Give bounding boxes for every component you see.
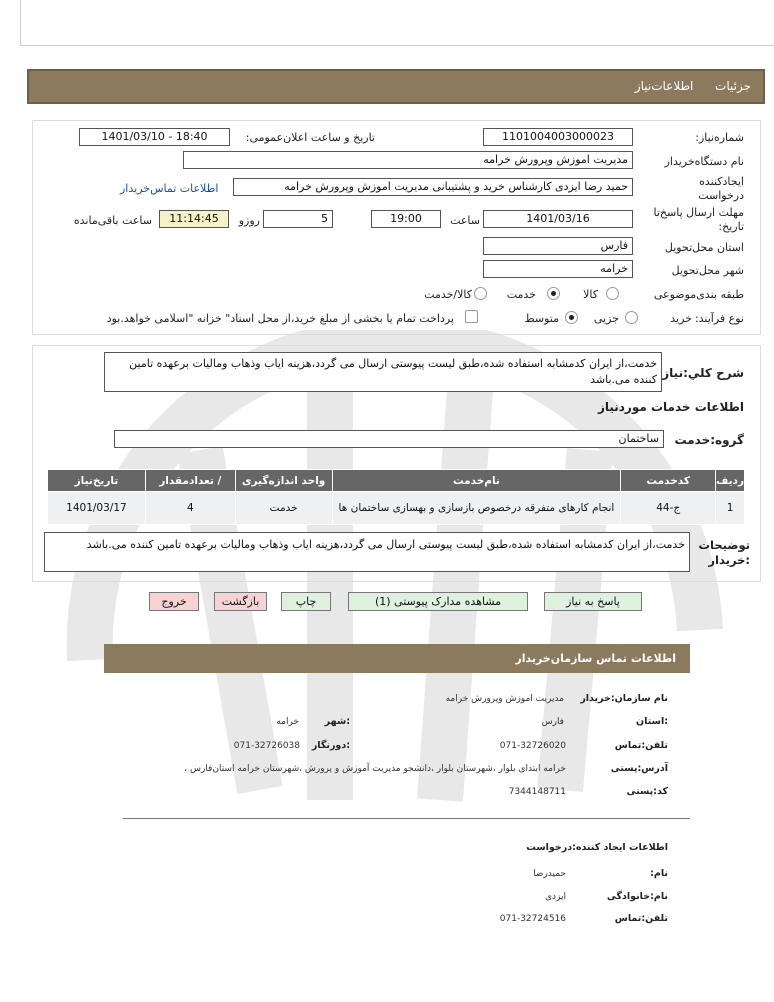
buyer-contact-title: اطلاعات تماس سازمان‌خریدار <box>104 644 690 673</box>
buyer-org-label: نام دستگاه‌خریدار <box>664 155 744 168</box>
days-label: روزو <box>238 214 260 227</box>
exit-button[interactable]: خروج <box>149 592 199 611</box>
days-field: 5 <box>263 210 333 228</box>
creator-field: حمید رضا ایزدی کارشناس خرید و پشتیبانی مدیریت اموزش وپرورش خرامه <box>233 178 633 196</box>
services-title: اطلاعات خدمات موردنیاز <box>597 400 744 414</box>
city-field: خرامه <box>483 260 633 278</box>
contact-city-label: :شهر <box>324 716 350 727</box>
contact-phone-label: تلفن:تماس <box>614 740 668 751</box>
address-label: آدرس:پستی <box>610 763 668 774</box>
buyer-notes-label: توضیحات :خریدار <box>698 538 750 567</box>
col-date-header: تاریخ‌نیاز <box>48 470 146 492</box>
process-label: نوع فرآیند: <box>694 312 744 325</box>
contact-fax-label: :دورنگار <box>311 740 350 751</box>
print-button[interactable]: چاپ <box>281 592 331 611</box>
contact-city-value: خرامه <box>276 717 299 727</box>
category-goods-service-label: کالا/خدمت <box>424 288 472 301</box>
creator-info-title: اطلاعات ایجاد کننده:درخواست <box>526 842 668 853</box>
deadline-date-field: 1401/03/16 <box>483 210 633 228</box>
address-value: خرامه ابتدای بلوار ،شهرستان بلوار ،دانشجو مدیریت آموزش و پرورش ،شهرستان خرامه استان‌فارس ، <box>184 764 566 774</box>
service-group-field: ساختمان <box>114 430 664 448</box>
province-label: استان محل‌تحویل <box>664 241 744 254</box>
services-table <box>47 469 745 525</box>
reply-button[interactable]: پاسخ به نیاز <box>544 592 642 611</box>
contact-province-label: :استان <box>636 716 668 727</box>
process-minor-label: جزیی <box>593 312 619 325</box>
row-name: انجام کارهای متفرقه درخصوص بازسازی و بهسازی ساختمان ها <box>332 492 621 525</box>
remaining-label: ساعت باقی‌مانده <box>73 214 152 227</box>
col-code-header: کدخدمت <box>621 470 716 492</box>
creator-name-label: نام: <box>650 868 668 879</box>
category-goods-label: کالا <box>583 288 598 301</box>
creator-family-value: ایزدی <box>544 892 566 902</box>
col-qty-header: / تعدادمقدار <box>145 470 235 492</box>
category-goods-service-radio[interactable] <box>474 287 487 300</box>
row-code: ج-44 <box>621 492 716 525</box>
contact-divider <box>123 818 690 819</box>
deadline-label: مهلت ارسال پاسخ‌تا تاریخ: <box>653 206 744 233</box>
description-label: شرح کلي:نیاز <box>662 366 744 380</box>
col-index-header: ردیف <box>716 470 745 492</box>
creator-family-label: نام:خانوادگی <box>606 891 668 902</box>
postal-label: کد:پستی <box>626 786 668 797</box>
time-label: ساعت <box>450 214 480 227</box>
contact-fax-value: 071-32726038 <box>233 741 300 751</box>
row-unit: خدمت <box>235 492 332 525</box>
city-label: شهر محل‌تحویل <box>671 264 744 277</box>
announce-field: 1401/03/10 - 18:40 <box>79 128 230 146</box>
category-service-label: خدمت <box>506 288 536 301</box>
creator-phone-label: تلفن:تماس <box>614 913 668 924</box>
back-button[interactable]: بازگشت <box>214 592 267 611</box>
category-label: طبقه بندی‌موضوعی <box>653 288 744 301</box>
process-buy-label: خرید <box>670 312 692 325</box>
announce-label: تاریخ و ساعت اعلان‌عمومی: <box>245 131 375 144</box>
buyer-contact-link[interactable]: اطلاعات تماس‌خریدار <box>120 182 219 195</box>
contact-phone-value: 071-32726020 <box>499 741 566 751</box>
process-medium-radio[interactable] <box>565 311 578 324</box>
row-index: 1 <box>716 492 745 525</box>
process-medium-label: متوسط <box>524 312 559 325</box>
buyer-notes-field: خدمت،از ایران کدمشابه استفاده شده،طبق لیست پیوستی ارسال می گردد،هزینه ایاب وذهاب ومالیات برعهده تامین کننده می.باشد <box>44 532 690 572</box>
creator-name-value: حمیدرضا <box>533 869 566 879</box>
deadline-time-field: 19:00 <box>371 210 441 228</box>
buyer-org-field: مدیریت اموزش وپرورش خرامه <box>183 151 633 169</box>
postal-value: 7344148711 <box>508 787 566 797</box>
need-number-field: 1101004003000023 <box>483 128 633 146</box>
top-divider <box>20 45 774 46</box>
category-service-radio[interactable] <box>547 287 560 300</box>
remaining-time-field: 11:14:45 <box>159 210 229 228</box>
tab-bar <box>27 69 765 104</box>
description-field: خدمت،از ایران کدمشابه استفاده شده،طبق لیست پیوستی ارسال می گردد،هزینه ایاب وذهاب ومالیات برعهده تامین کننده می.باشد <box>104 352 662 392</box>
province-field: فارس <box>483 237 633 255</box>
tab-need-info[interactable]: اطلاعات‌نیاز <box>634 79 694 93</box>
category-goods-radio[interactable] <box>606 287 619 300</box>
row-qty: 4 <box>145 492 235 525</box>
service-group-label: گروه:خدمت <box>674 433 744 447</box>
tab-details[interactable]: جزئیات <box>715 79 751 93</box>
contact-province-value: فارس <box>541 717 564 727</box>
process-minor-radio[interactable] <box>625 311 638 324</box>
payment-checkbox[interactable] <box>465 310 478 323</box>
org-value: مدیریت اموزش وپرورش خرامه <box>445 694 564 704</box>
creator-phone-value: 071-32724516 <box>499 914 566 924</box>
col-unit-header: واحد اندازه‌گیری <box>235 470 332 492</box>
payment-note: پرداخت تمام یا بخشی از مبلغ خرید،از محل اسناد" خزانه "اسلامی خواهد.بود <box>106 312 454 325</box>
org-label: نام سازمان:خریدار <box>580 693 668 704</box>
creator-label: ایجادکننده درخواست <box>698 175 744 202</box>
row-date: 1401/03/17 <box>48 492 146 525</box>
table-row <box>48 492 745 525</box>
left-divider <box>20 0 21 45</box>
need-number-label: شماره‌نیاز: <box>695 131 744 144</box>
col-name-header: نام‌خدمت <box>332 470 621 492</box>
attachments-button[interactable]: مشاهده مدارک پیوستی (1) <box>348 592 528 611</box>
table-header-row <box>48 470 745 492</box>
